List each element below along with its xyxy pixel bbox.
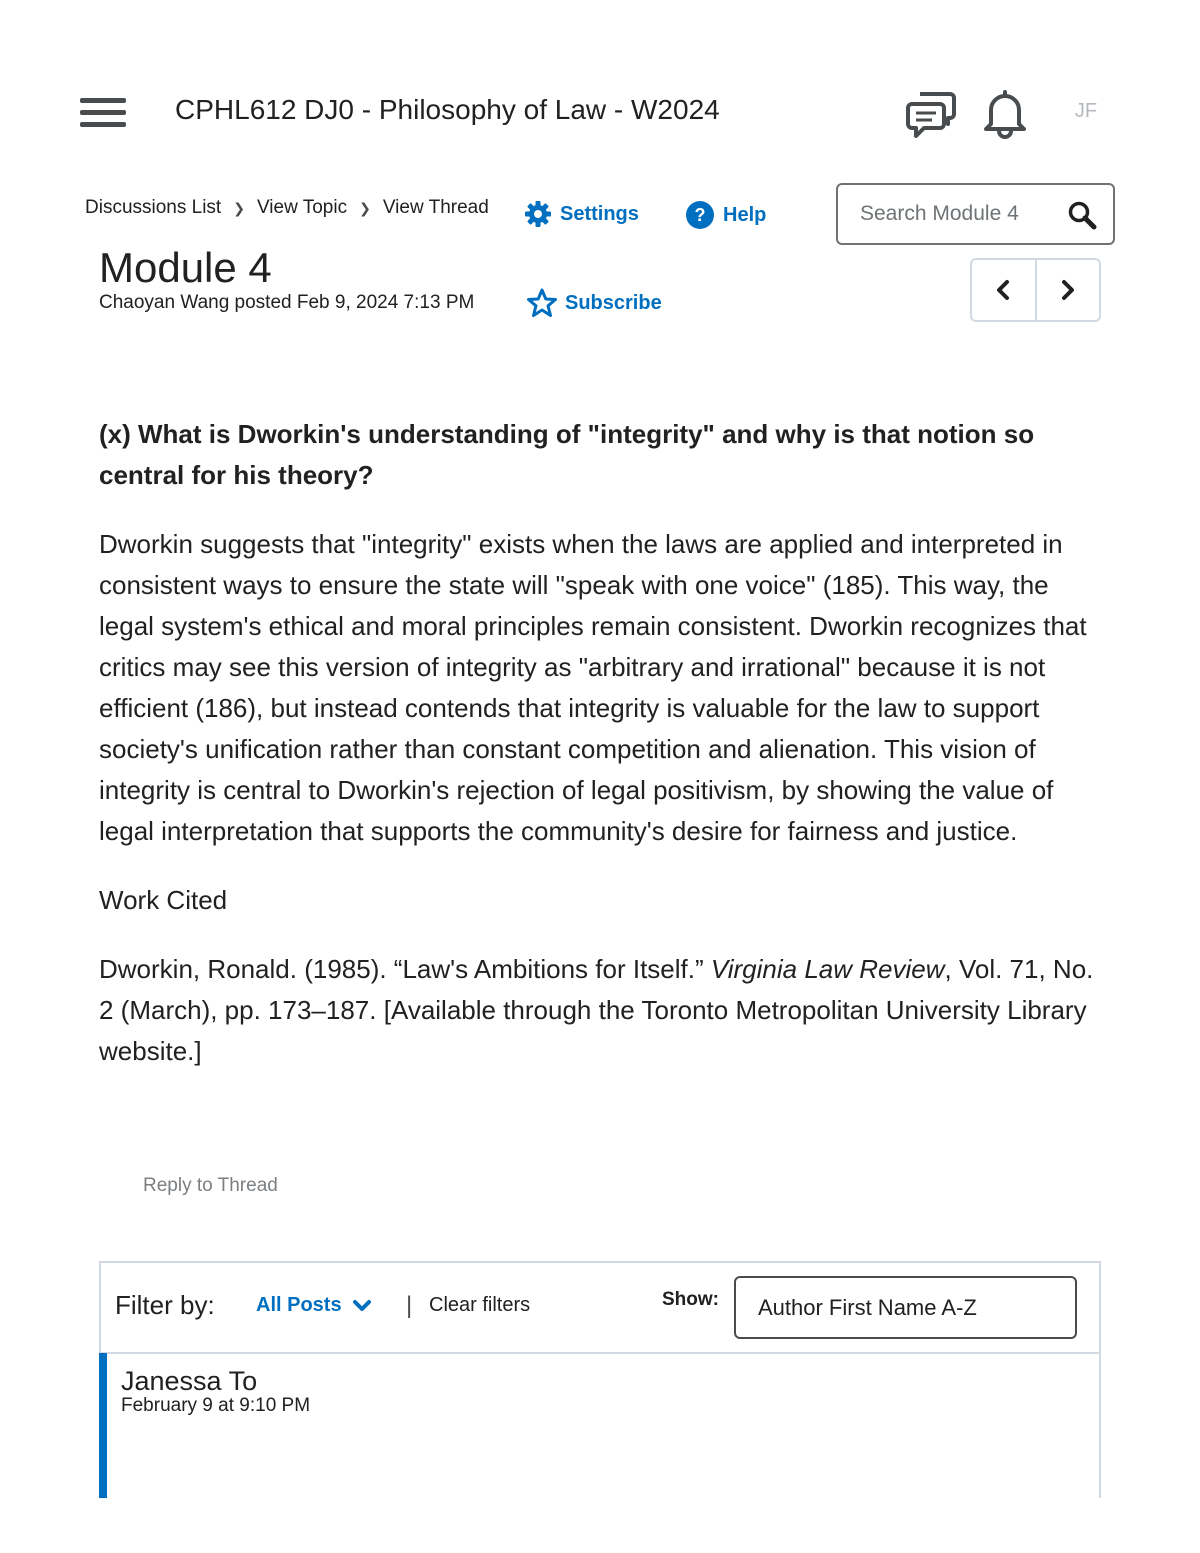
reply-date: February 9 at 9:10 PM [121, 1395, 311, 1416]
search-input[interactable] [860, 202, 1060, 226]
post-content [99, 414, 1099, 1100]
star-icon [527, 288, 557, 318]
chevron-right-icon: ❯ [233, 199, 245, 216]
filter-by-label: Filter by: [115, 1290, 215, 1320]
next-thread-button[interactable] [1035, 260, 1100, 320]
message-alerts-icon[interactable] [906, 90, 956, 138]
chevron-down-icon [352, 1299, 372, 1313]
settings-button[interactable] [524, 200, 639, 228]
chevron-right-icon: ❯ [359, 199, 371, 216]
search-box [836, 183, 1115, 245]
breadcrumb [85, 194, 489, 222]
svg-text:?: ? [694, 205, 706, 225]
breadcrumb-view-topic[interactable]: View Topic [256, 197, 348, 218]
notifications-bell-icon[interactable] [982, 88, 1028, 138]
course-title[interactable]: CPHL612 DJ0 - Philosophy of Law - W2024 [175, 94, 720, 125]
breadcrumb-view-thread[interactable]: View Thread [382, 197, 489, 218]
search-icon[interactable] [1067, 200, 1097, 230]
thread-title: Module 4 [99, 244, 272, 291]
thread-navigation [970, 258, 1101, 322]
breadcrumb-discussions-list[interactable]: Discussions List [85, 197, 222, 218]
posted-by-line: Chaoyan Wang posted Feb 9, 2024 7:13 PM [99, 292, 475, 313]
sort-select[interactable]: Author First Name A-Z [734, 1276, 1077, 1339]
work-cited-heading: Work Cited [99, 885, 228, 915]
previous-thread-button[interactable] [972, 260, 1035, 320]
citation-author-title: Dworkin, Ronald. (1985). “Law's Ambitions for Itself.” [99, 954, 711, 984]
help-button[interactable] [685, 200, 766, 230]
filter-separator: | [406, 1292, 413, 1319]
clear-filters-button[interactable]: Clear filters [429, 1294, 531, 1316]
citation [99, 949, 1099, 1072]
settings-label: Settings [560, 202, 639, 225]
citation-journal: Virginia Law Review [710, 954, 945, 984]
help-icon [685, 200, 715, 230]
all-posts-label: All Posts [256, 1294, 342, 1316]
reply-accent-bar [99, 1353, 107, 1498]
help-label: Help [723, 203, 767, 226]
reply-author[interactable]: Janessa To [121, 1366, 258, 1396]
chevron-right-icon [1060, 279, 1076, 301]
gear-icon [524, 200, 552, 228]
all-posts-dropdown[interactable] [256, 1294, 372, 1317]
show-label: Show: [662, 1289, 719, 1310]
post-question: (x) What is Dworkin's understanding of "integrity" and why is that notion so central for his theory? [99, 419, 1035, 490]
post-answer: Dworkin suggests that "integrity" exists when the laws are applied and interpreted in consistent ways to ensure the state will "speak with one voice" (185). This way, the legal system's ethical and moral principles remain consistent. Dworkin recognizes that critics may see this version of integrity as "arbitrary and irrational" because it is not efficient (186), but instead contends that integrity is valuable for the law to support society's unification rather than constant competition and alienation. This vision of integrity is central to Dworkin's rejection of legal positivism, by showing the value of legal interpretation that supports the community's desire for fairness and justice. [99, 529, 1087, 846]
reply-to-thread-link[interactable]: Reply to Thread [143, 1175, 278, 1196]
user-avatar[interactable]: JF [1074, 100, 1098, 122]
menu-icon[interactable] [80, 98, 126, 130]
citation-details: , Vol. 71, No. 2 (March), pp. 173–187. [Available through the Toronto Metropolitan University Library website.] [99, 954, 1094, 1066]
subscribe-label: Subscribe [565, 291, 662, 314]
subscribe-button[interactable] [527, 288, 662, 318]
chevron-left-icon [995, 279, 1011, 301]
